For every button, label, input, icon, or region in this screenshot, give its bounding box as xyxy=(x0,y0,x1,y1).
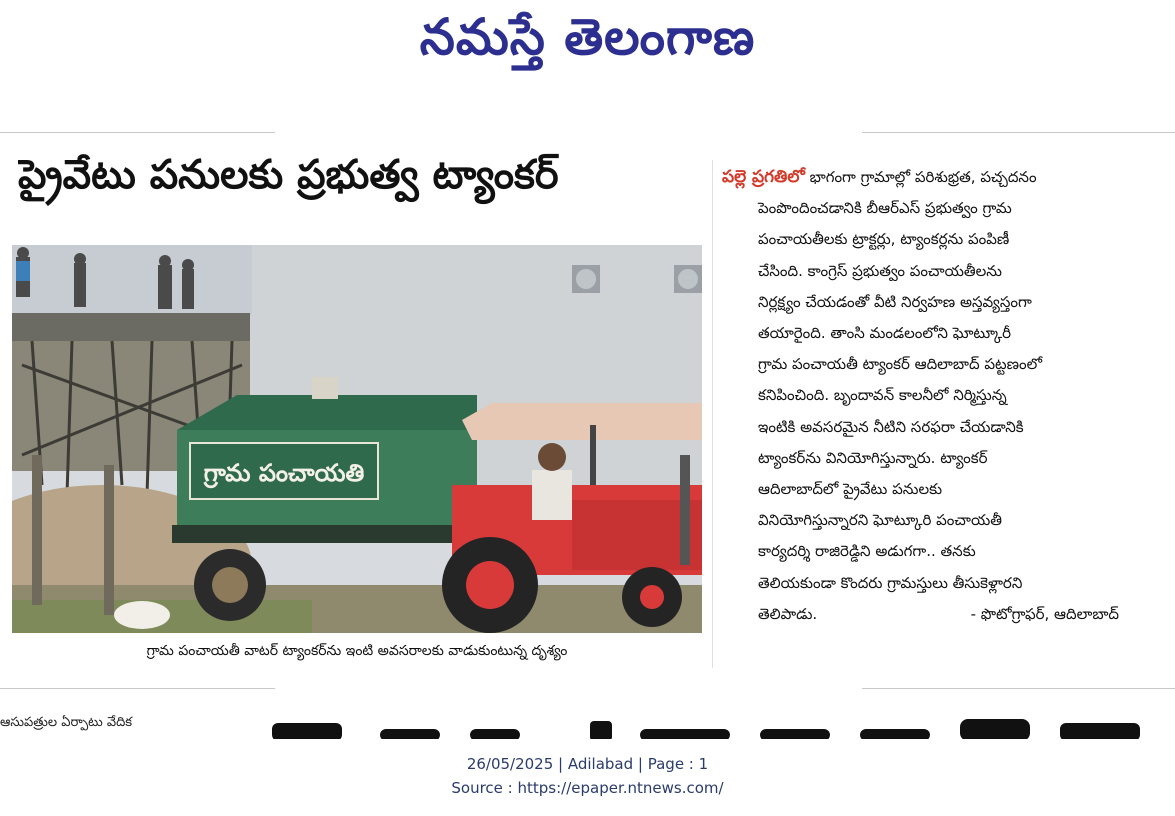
next-story-text: ఆసుపత్రుల ఏర్పాటు వేదిక xyxy=(0,715,133,730)
article-signoff xyxy=(722,599,1127,630)
article-body-line: ట్యాంకర్‌ను వినియోగిస్తున్నారు. ట్యాంకర్ xyxy=(758,448,988,467)
article-body-line: తెలియకుండా కొందరు గ్రామస్తులు తీసుకెళ్లారని xyxy=(758,573,1023,592)
photo-caption: గ్రామ పంచాయతీ వాటర్ ట్యాంకర్‌ను ఇంటి అవసరాలకు వాడుకుంటున్న దృశ్యం xyxy=(146,643,568,659)
article-body-line: ఇంటికి అవసరమైన నీటిని సరఫరా చేయడానికి xyxy=(758,417,1024,436)
article-photo xyxy=(12,245,702,633)
footer-date-edition: 26/05/2025 | Adilabad | Page : 1 xyxy=(466,755,709,773)
article-column-divider xyxy=(712,160,713,668)
article-body-line: పంచాయతీలకు ట్రాక్టర్లు, ట్యాంకర్లను పంపిణీ xyxy=(758,230,1010,249)
article-top-rule-right xyxy=(862,132,1175,133)
next-story-headline-fragment xyxy=(0,715,1175,739)
article-body-line: పెంపొందించడానికి బీఆర్‌ఎస్ ప్రభుత్వం గ్రామ xyxy=(758,199,1012,218)
article-body-line: ఆదిలాబాద్‌లో ప్రైవేటు పనులకు xyxy=(758,480,943,499)
article-body-line: నిర్లక్ష్యం చేయడంతో వీటి నిర్వహణ అస్తవ్యస్తంగా xyxy=(758,292,1032,311)
footer-source-link[interactable]: Source : https://epaper.ntnews.com/ xyxy=(451,779,724,797)
article-headline: ప్రైవేటు పనులకు ప్రభుత్వ ట్యాంకర్ xyxy=(18,152,559,198)
article-body-line: తయారైంది. తాంసి మండలంలోని ఘోట్కూరీ xyxy=(758,324,1012,343)
article-body-line: చేసింది. కాంగ్రెస్ ప్రభుత్వం పంచాయతీలను xyxy=(758,261,1002,280)
newspaper-masthead: నమస్తే తెలంగాణ xyxy=(419,8,756,66)
article-body-text: భాగంగా గ్రామాల్లో పరిశుభ్రత, పచ్చదనం xyxy=(809,168,1037,186)
article-body-line: వినియోగిస్తున్నారని ఘోట్కూరి పంచాయతీ xyxy=(758,511,1002,530)
article-last-line: తెలిపాడు. xyxy=(758,604,818,623)
article-bottom-rule-left xyxy=(0,688,275,689)
article-body-line: గ్రామ పంచాయతీ ట్యాంకర్ ఆదిలాబాద్ పట్టణంలో xyxy=(758,355,1043,374)
article-body-line: కనిపించింది. బృందావన్ కాలనీలో నిర్మిస్తున్న xyxy=(758,386,1007,405)
article-body xyxy=(722,162,1127,630)
tank-label-text: గ్రామ పంచాయతి xyxy=(203,459,365,487)
article-byline: - ఫొటోగ్రాఫర్, ఆదిలాబాద్ xyxy=(970,604,1119,623)
article-body-line xyxy=(722,162,1127,193)
page-footer xyxy=(0,752,1175,800)
article-lead-phrase: పల్లె ప్రగతిలో xyxy=(722,167,805,187)
article-body-line: కార్యదర్శి రాజిరెడ్డిని అడుగగా.. తనకు xyxy=(758,542,976,561)
article-top-rule-left xyxy=(0,132,275,133)
article-bottom-rule-right xyxy=(862,688,1175,689)
